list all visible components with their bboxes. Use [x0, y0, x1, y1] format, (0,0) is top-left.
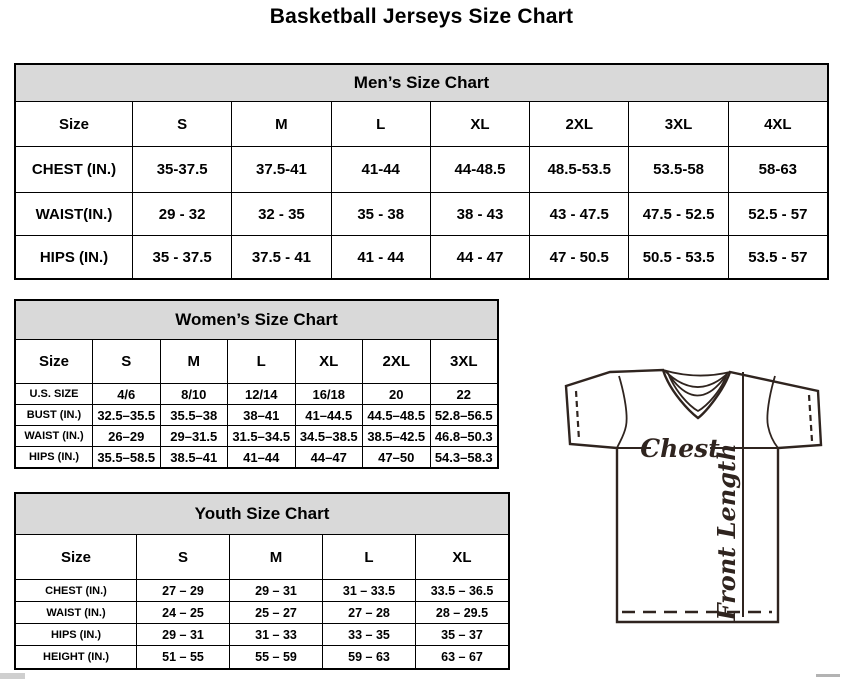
- womens-cell: 35.5–58.5: [93, 447, 160, 467]
- left-armhole-seam: [617, 376, 627, 448]
- mens-cell: 35 - 37.5: [133, 236, 231, 278]
- womens-cell: 34.5–38.5: [296, 426, 363, 446]
- youth-row-label: CHEST (IN.): [16, 580, 136, 601]
- womens-col-header: XL: [296, 340, 363, 383]
- mens-col-header: L: [332, 102, 430, 146]
- mens-cell: 37.5 - 41: [232, 236, 330, 278]
- youth-cell: 31 – 33.5: [323, 580, 415, 601]
- womens-cell: 31.5–34.5: [228, 426, 295, 446]
- womens-cell: 47–50: [363, 447, 430, 467]
- womens-cell: 32.5–35.5: [93, 405, 160, 425]
- womens-row-label: WAIST (IN.): [16, 426, 92, 446]
- womens-col-header: 3XL: [431, 340, 498, 383]
- youth-table-grid: [16, 535, 508, 668]
- vneck-inner-line: [668, 373, 727, 411]
- mens-row-label: WAIST(IN.): [16, 193, 132, 235]
- mens-cell: 37.5-41: [232, 147, 330, 192]
- womens-cell: 16/18: [296, 384, 363, 404]
- youth-cell: 27 – 28: [323, 602, 415, 623]
- mens-col-header: S: [133, 102, 231, 146]
- womens-cell: 41–44: [228, 447, 295, 467]
- mens-cell: 53.5 - 57: [729, 236, 827, 278]
- mens-cell: 53.5-58: [629, 147, 727, 192]
- youth-cell: 33 – 35: [323, 624, 415, 645]
- womens-cell: 46.8–50.3: [431, 426, 498, 446]
- womens-col-header: 2XL: [363, 340, 430, 383]
- mens-cell: 44-48.5: [431, 147, 529, 192]
- womens-cell: 29–31.5: [161, 426, 228, 446]
- right-armhole-seam: [767, 376, 778, 448]
- mens-cell: 48.5-53.5: [530, 147, 628, 192]
- womens-cell: 38.5–42.5: [363, 426, 430, 446]
- mens-col-header: M: [232, 102, 330, 146]
- mens-cell: 47.5 - 52.5: [629, 193, 727, 235]
- womens-cell: 52.8–56.5: [431, 405, 498, 425]
- womens-cell: 38.5–41: [161, 447, 228, 467]
- youth-cell: 29 – 31: [137, 624, 229, 645]
- womens-cell: 26–29: [93, 426, 160, 446]
- womens-cell: 12/14: [228, 384, 295, 404]
- youth-cell: 25 – 27: [230, 602, 322, 623]
- mens-row-label: CHEST (IN.): [16, 147, 132, 192]
- womens-size-table: [14, 299, 499, 469]
- womens-col-header: Size: [16, 340, 92, 383]
- youth-cell: 24 – 25: [137, 602, 229, 623]
- mens-cell: 58-63: [729, 147, 827, 192]
- youth-cell: 59 – 63: [323, 646, 415, 668]
- youth-row-label: HEIGHT (IN.): [16, 646, 136, 668]
- scrollbar-fragment-left: [0, 673, 25, 679]
- womens-table-grid: [16, 340, 497, 467]
- mens-cell: 35-37.5: [133, 147, 231, 192]
- mens-cell: 32 - 35: [232, 193, 330, 235]
- youth-col-header: M: [230, 535, 322, 579]
- youth-col-header: XL: [416, 535, 508, 579]
- womens-cell: 54.3–58.3: [431, 447, 498, 467]
- mens-cell: 41-44: [332, 147, 430, 192]
- mens-col-header: 4XL: [729, 102, 827, 146]
- mens-table-grid: [16, 102, 827, 278]
- front-length-label: Front Length: [712, 443, 741, 621]
- mens-col-header: 2XL: [530, 102, 628, 146]
- right-cuff-dashed-line: [809, 395, 812, 441]
- mens-cell: 52.5 - 57: [729, 193, 827, 235]
- youth-col-header: S: [137, 535, 229, 579]
- mens-size-table: [14, 63, 829, 280]
- mens-cell: 41 - 44: [332, 236, 430, 278]
- jersey-measurement-diagram: [558, 364, 830, 626]
- mens-row-label: HIPS (IN.): [16, 236, 132, 278]
- mens-col-header: XL: [431, 102, 529, 146]
- womens-col-header: S: [93, 340, 160, 383]
- mens-cell: 38 - 43: [431, 193, 529, 235]
- womens-cell: 38–41: [228, 405, 295, 425]
- womens-cell: 20: [363, 384, 430, 404]
- womens-cell: 41–44.5: [296, 405, 363, 425]
- page-title: Basketball Jerseys Size Chart: [269, 5, 574, 28]
- womens-cell: 8/10: [161, 384, 228, 404]
- womens-row-label: U.S. SIZE: [16, 384, 92, 404]
- womens-cell: 44.5–48.5: [363, 405, 430, 425]
- youth-cell: 51 – 55: [137, 646, 229, 668]
- womens-col-header: M: [161, 340, 228, 383]
- scrollbar-fragment-right: [816, 674, 840, 677]
- youth-cell: 31 – 33: [230, 624, 322, 645]
- mens-cell: 43 - 47.5: [530, 193, 628, 235]
- youth-cell: 29 – 31: [230, 580, 322, 601]
- mens-cell: 44 - 47: [431, 236, 529, 278]
- collar-top-line: [663, 370, 730, 376]
- mens-col-header: 3XL: [629, 102, 727, 146]
- mens-cell: 47 - 50.5: [530, 236, 628, 278]
- youth-row-label: HIPS (IN.): [16, 624, 136, 645]
- mens-cell: 29 - 32: [133, 193, 231, 235]
- womens-table-title: Women’s Size Chart: [16, 301, 497, 340]
- youth-row-label: WAIST (IN.): [16, 602, 136, 623]
- mens-col-header: Size: [16, 102, 132, 146]
- womens-cell: 22: [431, 384, 498, 404]
- youth-col-header: L: [323, 535, 415, 579]
- mens-cell: 50.5 - 53.5: [629, 236, 727, 278]
- youth-cell: 35 – 37: [416, 624, 508, 645]
- youth-cell: 28 – 29.5: [416, 602, 508, 623]
- womens-row-label: HIPS (IN.): [16, 447, 92, 467]
- mens-table-title: Men’s Size Chart: [16, 65, 827, 102]
- youth-cell: 63 – 67: [416, 646, 508, 668]
- womens-cell: 44–47: [296, 447, 363, 467]
- womens-row-label: BUST (IN.): [16, 405, 92, 425]
- youth-cell: 27 – 29: [137, 580, 229, 601]
- chest-label: Chest: [640, 434, 720, 463]
- youth-col-header: Size: [16, 535, 136, 579]
- womens-col-header: L: [228, 340, 295, 383]
- womens-cell: 4/6: [93, 384, 160, 404]
- youth-table-title: Youth Size Chart: [16, 494, 508, 535]
- youth-size-table: [14, 492, 510, 670]
- youth-cell: 55 – 59: [230, 646, 322, 668]
- womens-cell: 35.5–38: [161, 405, 228, 425]
- youth-cell: 33.5 – 36.5: [416, 580, 508, 601]
- mens-cell: 35 - 38: [332, 193, 430, 235]
- left-cuff-dashed-line: [576, 391, 579, 440]
